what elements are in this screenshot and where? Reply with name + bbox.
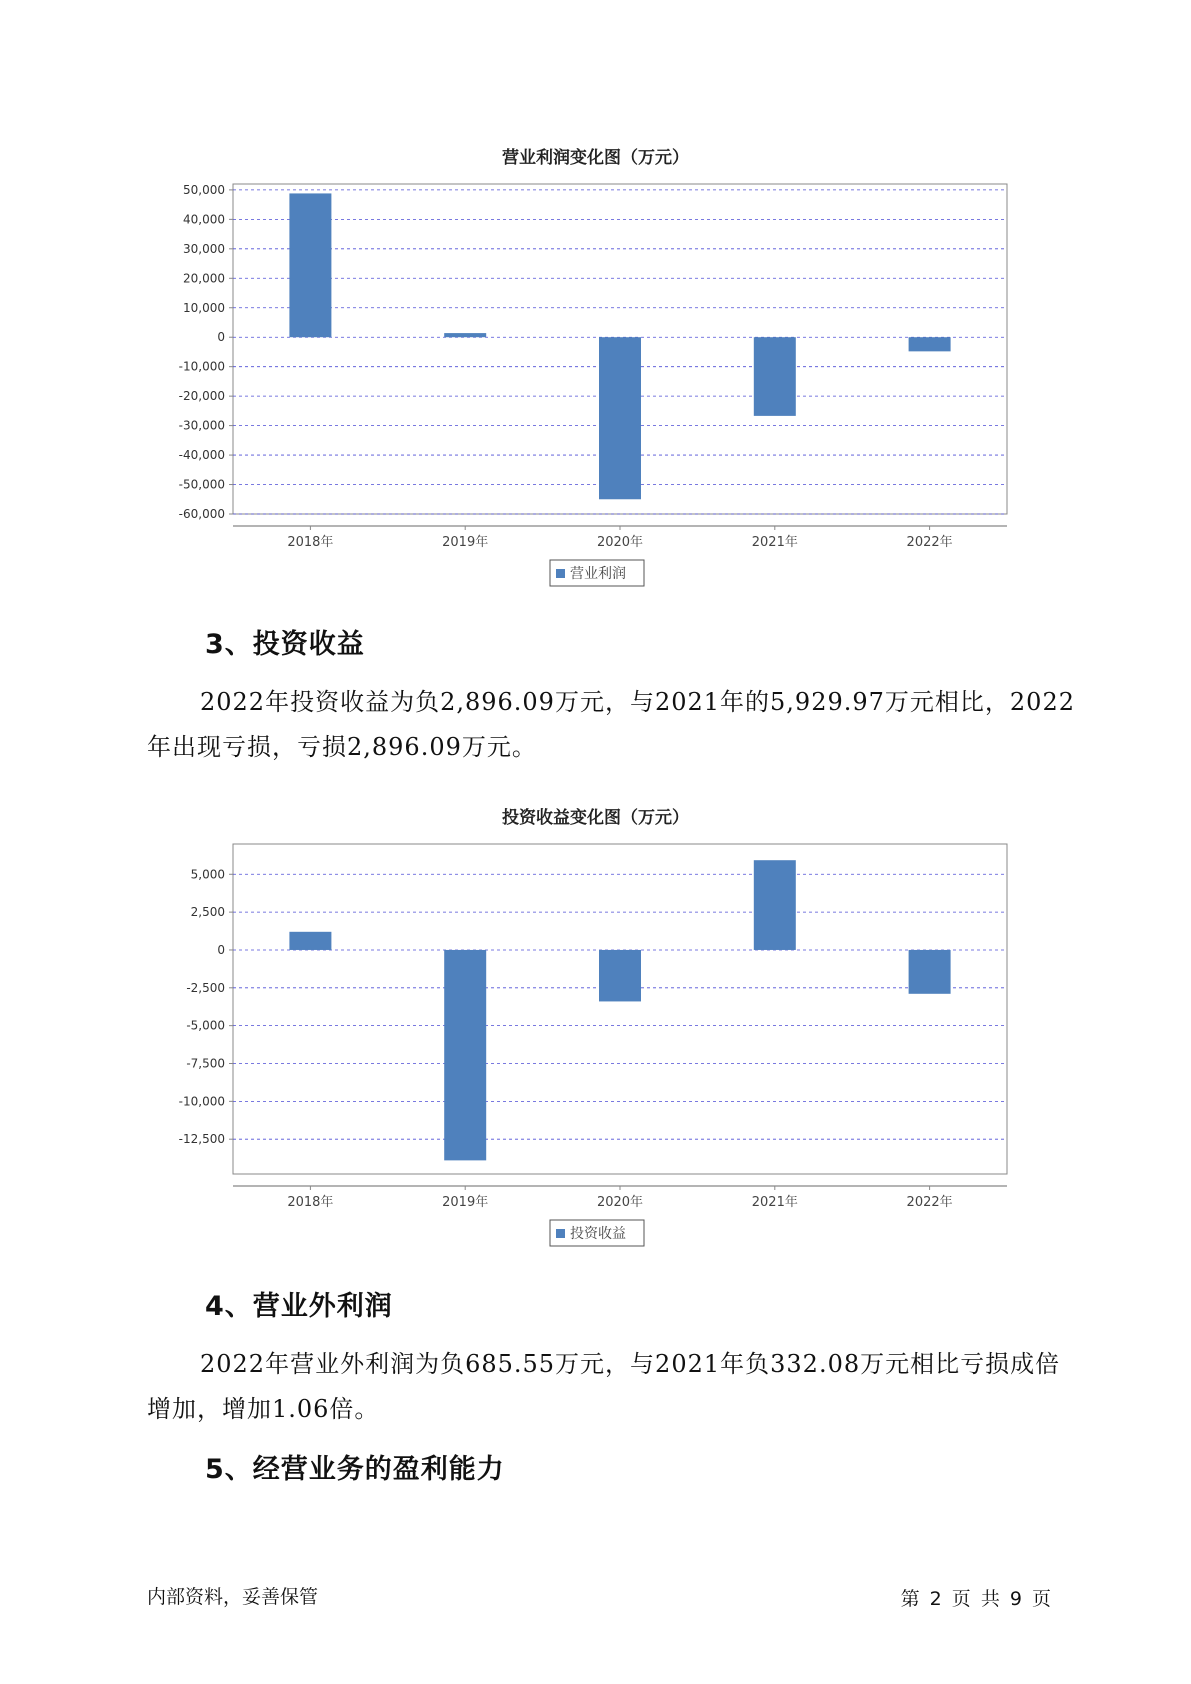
y-tick-label: 10,000 (183, 300, 225, 315)
y-tick-label: -5,000 (186, 1018, 225, 1033)
operating-profit-chart (0, 170, 1191, 590)
legend-swatch (556, 1229, 565, 1238)
x-tick-label: 2018年 (287, 535, 334, 550)
y-tick-label: 30,000 (183, 241, 225, 256)
x-tick-label: 2021年 (751, 1195, 798, 1210)
x-tick-label: 2020年 (596, 1195, 644, 1210)
footer-confidential-note: 内部资料，妥善保管 (147, 1586, 319, 1608)
bar (289, 193, 331, 337)
x-tick-label: 2020年 (596, 535, 644, 550)
bar (754, 860, 796, 950)
legend-label: 营业利润 (570, 566, 626, 582)
bar (444, 333, 486, 337)
bar (289, 932, 331, 950)
bar (909, 337, 951, 351)
y-tick-label: -10,000 (178, 1094, 225, 1109)
y-tick-label: 50,000 (183, 182, 225, 197)
legend-swatch (556, 569, 565, 578)
y-tick-label: 40,000 (183, 212, 225, 227)
x-tick-label: 2022年 (906, 535, 953, 550)
footer-page-number: 第 2 页 共 9 页 (900, 1588, 1051, 1610)
section5-heading: 5、经营业务的盈利能力 (205, 1454, 505, 1485)
section3-paragraph: 2022年投资收益为负2,896.09万元，与2021年的5,929.97万元相比，2022年出现亏损，亏损2,896.09万元。 (147, 688, 1075, 761)
bar (754, 337, 796, 416)
y-tick-label: -20,000 (178, 389, 225, 404)
y-tick-label: -10,000 (178, 359, 225, 374)
legend-label: 投资收益 (570, 1226, 626, 1242)
bar (599, 950, 641, 1001)
y-tick-label: 0 (217, 942, 225, 957)
x-tick-label: 2019年 (442, 1195, 489, 1210)
chart2-title: 投资收益变化图（万元） (502, 808, 689, 828)
x-tick-label: 2022年 (906, 1195, 953, 1210)
y-tick-label: -12,500 (178, 1132, 225, 1147)
bar (444, 950, 486, 1160)
y-tick-label: -50,000 (178, 477, 225, 492)
section4-paragraph: 2022年营业外利润为负685.55万元，与2021年负332.08万元相比亏损成倍增加，增加1.06倍。 (147, 1350, 1061, 1423)
y-tick-label: -2,500 (186, 980, 225, 995)
y-tick-label: 0 (217, 330, 225, 345)
x-tick-label: 2018年 (287, 1195, 334, 1210)
investment-income-chart (0, 834, 1191, 1252)
section3-heading: 3、投资收益 (205, 629, 365, 660)
y-tick-label: 20,000 (183, 271, 225, 286)
bar (909, 950, 951, 994)
y-tick-label: 5,000 (190, 867, 225, 882)
x-tick-label: 2021年 (751, 535, 798, 550)
plot-area (233, 844, 1007, 1174)
y-tick-label: -60,000 (178, 507, 225, 521)
chart1-title: 营业利润变化图（万元） (502, 148, 689, 168)
y-tick-label: -40,000 (178, 448, 225, 463)
y-tick-label: -30,000 (178, 418, 225, 433)
x-tick-label: 2019年 (442, 535, 489, 550)
bar (599, 337, 641, 499)
y-tick-label: 2,500 (190, 905, 225, 920)
section4-heading: 4、营业外利润 (205, 1291, 393, 1322)
y-tick-label: -7,500 (186, 1056, 225, 1071)
